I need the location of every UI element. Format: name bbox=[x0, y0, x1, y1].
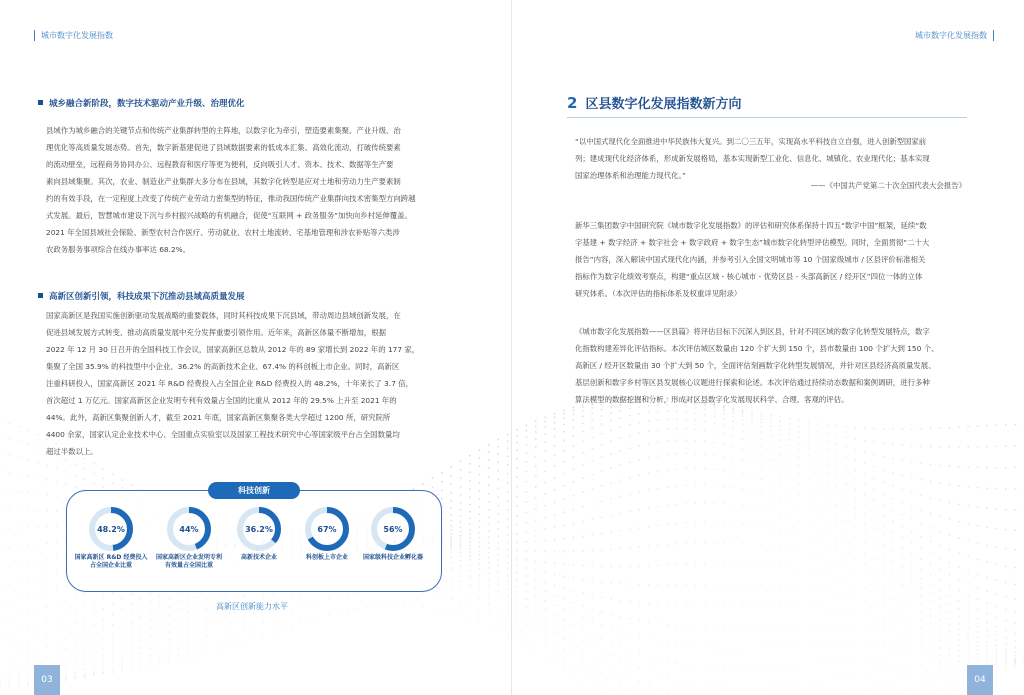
donut-value: 67% bbox=[317, 525, 337, 534]
section-heading-urban-rural bbox=[38, 97, 245, 109]
metric-item bbox=[152, 505, 226, 570]
text-line: 2021 年全国县域社会保险、新型农村合作医疗、劳动就业、农村土地流转、宅基地管理和涉农补贴等六类涉 bbox=[46, 228, 400, 237]
metric-label-line: 占全国企业比重 bbox=[89, 562, 132, 569]
text-line: 报告”内容，深入解读中国式现代化内涵，并参考引入全国文明城市等 10 个国家级城市 / 区县评价标准相关 bbox=[575, 255, 926, 264]
donut-chart bbox=[303, 505, 351, 553]
bullet-square-icon bbox=[38, 100, 43, 105]
infographic-title: 科技创新 bbox=[208, 482, 300, 499]
quote-source: ——《中国共产党第二十次全国代表大会报告》 bbox=[810, 181, 966, 190]
paragraph-index-framework bbox=[575, 217, 967, 302]
section-heading-text: 城乡融合新阶段，数字技术驱动产业升级、治理优化 bbox=[49, 99, 245, 109]
metric-label-line: 国家高新区 R&D 经费投入 bbox=[74, 554, 148, 561]
text-line: 字基建 + 数字经济 + 数字社会 + 数字政府 + 数字生态”城市数字化转型评估模型。同时，全面贯彻“二十大 bbox=[575, 238, 930, 247]
text-line: 农政务服务事项综合在线办事率达 68.2%。 bbox=[46, 245, 191, 254]
metric-item bbox=[74, 505, 148, 570]
section-heading-text: 高新区创新引领，科技成果下沉推动县域高质量发展 bbox=[49, 292, 245, 302]
metric-label-line: 有效量占全国比重 bbox=[164, 562, 213, 569]
heading-underline bbox=[567, 117, 967, 118]
text-line: 素向县域集聚。其次，农业、制造业产业集群大多分布在县域，其数字化转型是应对土地和劳动力生产要素制 bbox=[46, 177, 401, 186]
text-line: 约的有效手段，在一定程度上改变了传统产业劳动力密集型的特征，推动我国传统产业集群向技术密集型方向跨越 bbox=[46, 194, 416, 203]
text-line: 首次超过 1 万亿元。国家高新区企业发明专利有效量占全国的比重从 2012 年的 29.5% 上升至 2021 年的 bbox=[46, 396, 397, 405]
chapter-title: 区县数字化发展指数新方向 bbox=[585, 97, 742, 112]
text-line: 指标作为数字化绩效考察点，构建“重点区域 - 核心城市 - 优势区县 - 头部高新区 / 经开区”四位一体的立体 bbox=[575, 272, 923, 281]
text-line: 超过半数以上。 bbox=[46, 447, 98, 456]
text-line: 理优化等高质量发展态势。首先，数字新基建促进了县域数据要素的低成本汇集、高效化流动，打破传统要素 bbox=[46, 143, 401, 152]
text-line: 国家治理体系和治理能力现代化。” bbox=[575, 171, 686, 180]
donut-chart bbox=[235, 505, 283, 553]
bullet-square-icon bbox=[38, 293, 43, 298]
text-line: 研究体系。（本次评估的指标体系及权重详见附录） bbox=[575, 289, 742, 298]
text-line: 化指数构建差异化评估指标。本次评估城区数量由 120 个扩大到 150 个，县市数量由 100 个扩大到 150 个、 bbox=[575, 344, 939, 353]
donut-chart bbox=[165, 505, 213, 553]
section-heading-high-tech-zone bbox=[38, 290, 245, 302]
running-header-left: 城市数字化发展指数 bbox=[34, 30, 113, 41]
text-line: 算法模型的数据挖掘和分析，形成对区县数字化发展现状科学、合理、客观的评估。 bbox=[575, 395, 849, 404]
metric-item bbox=[290, 505, 364, 562]
text-line: 《城市数字化发展指数——区县篇》将评估目标下沉深入到区县，针对不同区域的数字化转型发展特点，数字 bbox=[575, 327, 930, 336]
infographic-caption: 高新区创新能力水平 bbox=[216, 602, 288, 611]
page-number-right: 04 bbox=[967, 665, 993, 695]
chapter-heading bbox=[567, 93, 967, 119]
donut-value: 44% bbox=[179, 525, 199, 534]
text-line: 高新区 / 经开区数量由 30 个扩大到 50 个，全面评估刻画数字化转型发展情况，并针对区县经济高质量发展、 bbox=[575, 361, 936, 370]
metric-label bbox=[290, 554, 364, 562]
donut-value: 48.2% bbox=[97, 525, 125, 534]
text-line: 县域作为城乡融合的关键节点和传统产业集群转型的主阵地，以数字化为牵引，塑造要素集聚、产业升级、治 bbox=[46, 126, 401, 135]
metric-label bbox=[74, 554, 148, 570]
donut-value: 56% bbox=[383, 525, 403, 534]
paragraph-high-tech-zone bbox=[46, 307, 466, 460]
metric-label bbox=[356, 554, 430, 562]
metric-label-line: 科创板上市企业 bbox=[305, 554, 348, 561]
text-line: 的流动壁垒，远程商务协同办公、远程教育和医疗等更为便利，反向吸引人才、资本、技术、数据等生产要 bbox=[46, 160, 394, 169]
paragraph-urban-rural bbox=[46, 122, 466, 258]
donut-chart bbox=[369, 505, 417, 553]
text-line: 2022 年 12 月 30 日召开的全国科技工作会议，国家高新区总数从 2012 年的 89 家增长到 2022 年的 177 家， bbox=[46, 345, 420, 354]
metric-label-line: 国家高新区企业发明专利 bbox=[155, 554, 222, 561]
text-line: 集聚了全国 35.9% 的科技型中小企业、36.2% 的高新技术企业、67.4% 的科创板上市企业。同时，高新区 bbox=[46, 362, 400, 371]
text-line: 式发展。最后，智慧城市建设下沉与乡村振兴战略的有机融合，促使“互联网 + 政务服务”加快向乡村延伸覆盖。 bbox=[46, 211, 412, 220]
text-line: 列；建成现代化经济体系，形成新发展格局，基本实现新型工业化、信息化、城镇化、农业现代化；基本实现 bbox=[575, 154, 930, 163]
donut-value: 36.2% bbox=[245, 525, 273, 534]
donut-chart bbox=[87, 505, 135, 553]
metric-label bbox=[222, 554, 296, 562]
paragraph-county-index bbox=[575, 323, 967, 408]
running-header-right: 城市数字化发展指数 bbox=[915, 30, 994, 41]
text-line: 新华三集团数字中国研究院《城市数字化发展指数》的评估和研究体系保持十四五“数字中国”框架，延续“数 bbox=[575, 221, 927, 230]
page-number-left: 03 bbox=[34, 665, 60, 695]
metric-item bbox=[222, 505, 296, 562]
text-line: 注重科研投入，国家高新区 2021 年 R&D 经费投入占全国企业 R&D 经费投入的 48.2%，十年来长了 3.7 倍， bbox=[46, 379, 414, 388]
text-line: 基层创新和数字乡村等区县发展核心议题进行探索和论述。本次评估通过持续动态数据和案例调研，进行多种 bbox=[575, 378, 930, 387]
text-line: “以中国式现代化全面推进中华民族伟大复兴。到二〇三五年，实现高水平科技自立自强，进入创新型国家前 bbox=[575, 137, 927, 146]
text-line: 国家高新区是我国实施创新驱动发展战略的重要载体，同时其科技成果下沉县域，带动周边县域创新发展，在 bbox=[46, 311, 401, 320]
metric-label bbox=[152, 554, 226, 570]
metric-item bbox=[356, 505, 430, 562]
quote-block bbox=[575, 133, 967, 184]
metric-label-line: 高新技术企业 bbox=[240, 554, 277, 561]
text-line: 44%。此外，高新区集聚创新人才，截至 2021 年底，国家高新区集聚各类大学超过 1200 所，研究院所 bbox=[46, 413, 391, 422]
chapter-number: 2 bbox=[567, 94, 578, 112]
text-line: 4400 余家，国家认定企业技术中心、全国重点实验室以及国家工程技术研究中心等国家级平台占全国数量均 bbox=[46, 430, 400, 439]
text-line: 促进县域发展方式转变、推动高质量发展中充分发挥重要引领作用。近年来，高新区体量不断增加，根据 bbox=[46, 328, 386, 337]
metric-label-line: 国家级科技企业孵化器 bbox=[362, 554, 423, 561]
